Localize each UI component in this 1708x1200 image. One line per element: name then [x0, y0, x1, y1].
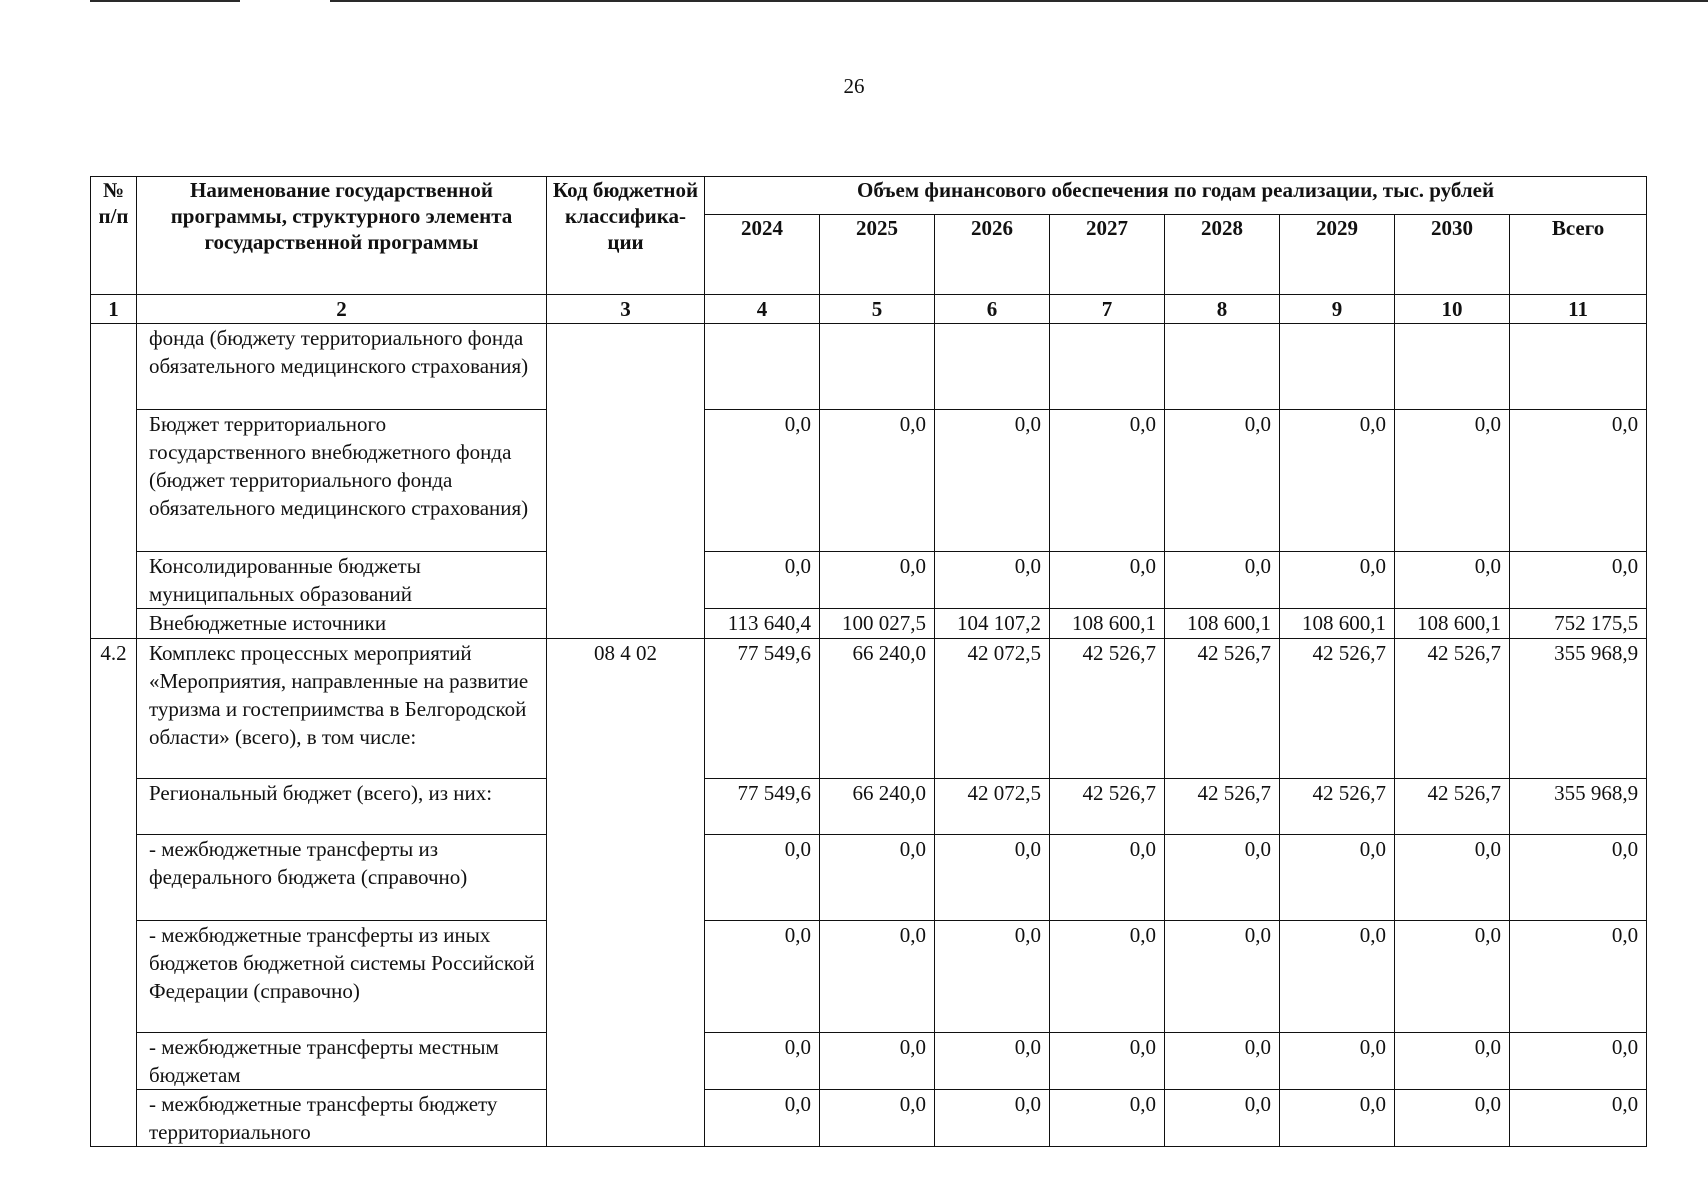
row-name: - межбюджетные трансферты из иных бюджетов бюджетной системы Российской Федерации (справочно): [137, 921, 547, 1033]
value-cell: 0,0: [1050, 1090, 1165, 1147]
value-cell: 0,0: [820, 921, 935, 1033]
value-cell: 0,0: [820, 410, 935, 552]
column-number: 4: [705, 295, 820, 324]
value-cell: 77 549,6: [705, 779, 820, 835]
value-cell: 42 526,7: [1050, 779, 1165, 835]
value-cell: 0,0: [705, 1033, 820, 1090]
value-cell: 0,0: [1510, 921, 1647, 1033]
value-cell: 355 968,9: [1510, 779, 1647, 835]
header-num: № п/п: [91, 177, 137, 295]
page-number: 26: [843, 74, 865, 98]
value-cell: 0,0: [1050, 410, 1165, 552]
column-number: 11: [1510, 295, 1647, 324]
column-number: 9: [1280, 295, 1395, 324]
column-number: 8: [1165, 295, 1280, 324]
value-cell: [820, 324, 935, 410]
value-cell: [1510, 324, 1647, 410]
row-name: фонда (бюджету территориального фонда обязательного медицинского страхования): [137, 324, 547, 410]
value-cell: 752 175,5: [1510, 609, 1647, 639]
value-cell: 0,0: [1280, 552, 1395, 609]
value-cell: 0,0: [705, 552, 820, 609]
column-number: 5: [820, 295, 935, 324]
value-cell: 42 526,7: [1395, 639, 1510, 779]
value-cell: 42 526,7: [1395, 779, 1510, 835]
value-cell: 0,0: [1395, 552, 1510, 609]
table-row: [91, 921, 1647, 1033]
value-cell: 108 600,1: [1395, 609, 1510, 639]
table-row: [91, 609, 1647, 639]
row-number: 4.2: [91, 639, 137, 1147]
value-cell: 0,0: [935, 921, 1050, 1033]
table-row: [91, 324, 1647, 410]
value-cell: 0,0: [1280, 835, 1395, 921]
value-cell: 0,0: [705, 1090, 820, 1147]
value-cell: 0,0: [935, 552, 1050, 609]
value-cell: 0,0: [1280, 1033, 1395, 1090]
value-cell: 42 526,7: [1280, 779, 1395, 835]
value-cell: 0,0: [1395, 835, 1510, 921]
budget-code: [547, 324, 705, 639]
value-cell: [705, 324, 820, 410]
value-cell: 0,0: [1165, 1033, 1280, 1090]
column-number: 1: [91, 295, 137, 324]
table-row: [91, 552, 1647, 609]
value-cell: 0,0: [1165, 1090, 1280, 1147]
value-cell: 108 600,1: [1050, 609, 1165, 639]
value-cell: 108 600,1: [1280, 609, 1395, 639]
column-number: 2: [137, 295, 547, 324]
header-year: 2030: [1395, 215, 1510, 295]
value-cell: 42 526,7: [1280, 639, 1395, 779]
column-numbers-row: [91, 295, 1647, 324]
value-cell: 0,0: [1165, 921, 1280, 1033]
value-cell: 42 072,5: [935, 639, 1050, 779]
column-number: 7: [1050, 295, 1165, 324]
header-year: 2028: [1165, 215, 1280, 295]
value-cell: 0,0: [820, 1033, 935, 1090]
value-cell: 0,0: [1395, 1090, 1510, 1147]
value-cell: 0,0: [935, 1090, 1050, 1147]
header-year: 2029: [1280, 215, 1395, 295]
column-number: 10: [1395, 295, 1510, 324]
table-row: [91, 835, 1647, 921]
value-cell: 0,0: [1050, 921, 1165, 1033]
table-row: [91, 639, 1647, 779]
row-name: Бюджет территориального государственного внебюджетного фонда (бюджет территориального фонда обязательного медицинского страхования): [137, 410, 547, 552]
value-cell: [1050, 324, 1165, 410]
value-cell: 0,0: [1165, 552, 1280, 609]
value-cell: 42 526,7: [1165, 639, 1280, 779]
value-cell: 100 027,5: [820, 609, 935, 639]
value-cell: 0,0: [1510, 835, 1647, 921]
value-cell: 0,0: [705, 410, 820, 552]
value-cell: 113 640,4: [705, 609, 820, 639]
value-cell: 42 526,7: [1050, 639, 1165, 779]
scan-edge-mark: [90, 0, 240, 2]
value-cell: 0,0: [1280, 410, 1395, 552]
value-cell: 108 600,1: [1165, 609, 1280, 639]
value-cell: 104 107,2: [935, 609, 1050, 639]
header-total: Всего: [1510, 215, 1647, 295]
value-cell: 0,0: [1050, 835, 1165, 921]
value-cell: 0,0: [1165, 835, 1280, 921]
value-cell: [1280, 324, 1395, 410]
column-number: 6: [935, 295, 1050, 324]
table-row: [91, 410, 1647, 552]
value-cell: 0,0: [1510, 552, 1647, 609]
value-cell: [935, 324, 1050, 410]
header-year: 2025: [820, 215, 935, 295]
row-name: Консолидированные бюджеты муниципальных образований: [137, 552, 547, 609]
table-row: [91, 1033, 1647, 1090]
row-name: Региональный бюджет (всего), из них:: [137, 779, 547, 835]
financing-table: [90, 176, 1647, 1147]
value-cell: 355 968,9: [1510, 639, 1647, 779]
row-name: - межбюджетные трансферты местным бюджетам: [137, 1033, 547, 1090]
header-code: Код бюджетной классифика-ции: [547, 177, 705, 295]
value-cell: 0,0: [1395, 410, 1510, 552]
header-volume: Объем финансового обеспечения по годам реализации, тыс. рублей: [705, 177, 1647, 215]
row-name: Комплекс процессных мероприятий «Мероприятия, направленные на развитие туризма и гостеприимства в Белгородской области» (всего), в том числе:: [137, 639, 547, 779]
table-row: [91, 779, 1647, 835]
value-cell: 0,0: [1280, 921, 1395, 1033]
column-number: 3: [547, 295, 705, 324]
header-name: Наименование государственной программы, структурного элемента государственной программы: [137, 177, 547, 295]
value-cell: 0,0: [935, 1033, 1050, 1090]
value-cell: 66 240,0: [820, 779, 935, 835]
value-cell: 0,0: [1395, 1033, 1510, 1090]
value-cell: 0,0: [935, 835, 1050, 921]
row-name: - межбюджетные трансферты из федерального бюджета (справочно): [137, 835, 547, 921]
value-cell: 0,0: [705, 921, 820, 1033]
value-cell: 0,0: [1510, 1033, 1647, 1090]
value-cell: 0,0: [1395, 921, 1510, 1033]
value-cell: 0,0: [820, 835, 935, 921]
header-year: 2026: [935, 215, 1050, 295]
value-cell: 0,0: [1510, 1090, 1647, 1147]
value-cell: 0,0: [1510, 410, 1647, 552]
header-year: 2024: [705, 215, 820, 295]
value-cell: 66 240,0: [820, 639, 935, 779]
value-cell: 77 549,6: [705, 639, 820, 779]
value-cell: 42 526,7: [1165, 779, 1280, 835]
value-cell: 42 072,5: [935, 779, 1050, 835]
value-cell: 0,0: [820, 1090, 935, 1147]
budget-code: 08 4 02: [547, 639, 705, 1147]
value-cell: 0,0: [1050, 1033, 1165, 1090]
row-number: [91, 324, 137, 639]
row-name: Внебюджетные источники: [137, 609, 547, 639]
value-cell: 0,0: [935, 410, 1050, 552]
scan-edge-mark: [330, 0, 1708, 2]
value-cell: [1165, 324, 1280, 410]
header-year: 2027: [1050, 215, 1165, 295]
value-cell: 0,0: [1280, 1090, 1395, 1147]
value-cell: 0,0: [705, 835, 820, 921]
table-row: [91, 1090, 1647, 1147]
value-cell: 0,0: [1050, 552, 1165, 609]
value-cell: 0,0: [1165, 410, 1280, 552]
value-cell: [1395, 324, 1510, 410]
value-cell: 0,0: [820, 552, 935, 609]
row-name: - межбюджетные трансферты бюджету территориального: [137, 1090, 547, 1147]
